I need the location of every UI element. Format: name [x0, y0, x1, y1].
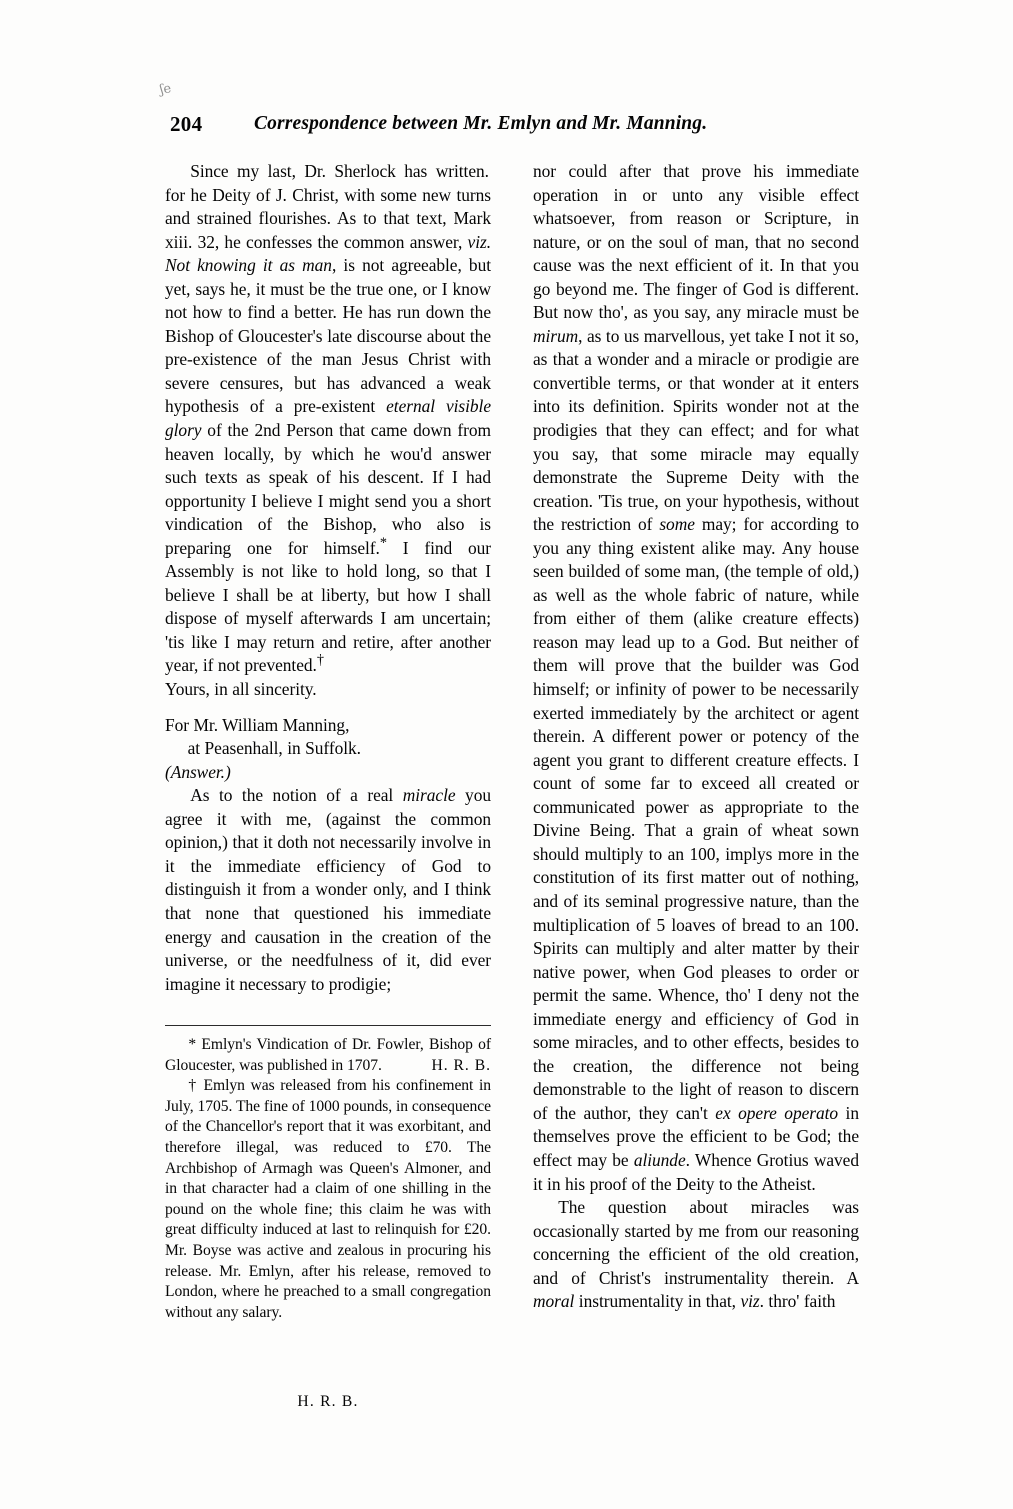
phrase-eternal-visible-glory: eternal visible glory — [165, 396, 491, 441]
footnote-divider-rule — [165, 1025, 491, 1026]
right-text-part-5: . Whence Grotius waved it in his proof of the Deity to the Atheist. — [533, 1149, 859, 1194]
right2-text-part-1: The question about miracles was occasionally started by me from our reasoning concerning the efficient of the old creation, and of Christ's instrumentality therein. A — [533, 1197, 859, 1288]
address-line-2: at Peasenhall, in Suffolk. — [187, 738, 361, 759]
latin-ex-opere-operato: ex opere operato — [715, 1102, 839, 1123]
latin-viz-2: viz — [740, 1291, 760, 1312]
page-title: Correspondence between Mr. Emlyn and Mr. Manning. — [254, 113, 708, 134]
right-text-part-4: in themselves prove the efficient to be God; the effect may be — [533, 1102, 859, 1170]
spacer — [165, 702, 491, 714]
answer-text-part-2: you agree it with me, (against the common opinion,) that it doth not necessarily involve in it the immediate efficiency of God to distinguish it from a wonder only, and I think that none that questioned his immediate energy and causation in the creation of the universe, or the needfulness of it, did ever imagine it necessary to prodigie; — [165, 785, 491, 994]
footnote-1-text: * Emlyn's Vindication of Dr. Fowler, Bishop of Gloucester, was published in 1707. — [165, 1036, 491, 1074]
address-line-1: For Mr. William Manning, — [165, 714, 350, 735]
right-column — [533, 160, 859, 1314]
letter-text-part-1: Since my last, Dr. Sherlock has written. for he Deity of J. Christ, with some new turns and strained flourishes. As to that text, Mark xiii. 32, he confesses the common answer, — [165, 161, 491, 252]
answer-text-part-1: As to the notion of a real — [190, 785, 403, 806]
right-text-part-1: nor could after that prove his immediate operation in or unto any visible effect whatsoever, from reason or Scripture, in nature, or on the soul of man, that no second cause was the next efficient of it. In that you go beyond me. The finger of God is different. But now tho', as you say, any miracle must be — [533, 161, 859, 323]
page-number: 204 — [170, 112, 203, 136]
answer-heading: (Answer.) — [165, 761, 231, 782]
letter-body-paragraph — [165, 160, 491, 678]
right2-text-part-3: . thro' faith — [759, 1291, 836, 1312]
footnote-1 — [165, 1035, 491, 1076]
right2-text-part-2: instrumentality in that, — [574, 1291, 741, 1312]
running-head — [150, 81, 880, 146]
answer-body-paragraph — [165, 784, 491, 996]
right-paragraph-2 — [533, 1196, 859, 1314]
word-miracle-italic: miracle — [402, 785, 456, 806]
letter-closing: Yours, in all sincerity. — [165, 679, 317, 700]
footnote-2-signature: H. R. B. — [297, 1393, 359, 1410]
footnote-2 — [165, 1076, 491, 1323]
latin-mirum: mirum — [533, 325, 579, 346]
word-moral-italic: moral — [533, 1291, 575, 1312]
letter-text-part-4: I find our Assembly is not like to hold long, so that I believe I shall be at liberty, but how I shall dispose of myself afterwards I am uncertain; 'tis like I may return and retire, after another year, if not prevented. — [165, 537, 491, 676]
margin-scribble-mark: ʃе — [159, 81, 173, 98]
left-column — [165, 160, 491, 996]
letter-text-part-2: , is not agreeable, but yet, says he, it must be the true one, or I know not how to find a better. He has run down the Bishop of Gloucester's late discourse about the pre-existence of the man Jesus Christ with severe censures, but has advanced a weak hypothesis of a pre-existent — [165, 255, 492, 417]
footnote-marker-asterisk[interactable]: * — [379, 534, 387, 551]
word-some-italic: some — [659, 514, 695, 535]
footnote-1-signature: H. R. B. — [431, 1056, 491, 1074]
latin-viz-1: viz. Not knowing it as man — [165, 231, 491, 276]
right-paragraph-1 — [533, 160, 859, 1196]
letter-address — [165, 714, 491, 761]
footnote-marker-dagger[interactable]: † — [316, 652, 324, 669]
footnote-block — [165, 1025, 491, 1323]
latin-aliunde: aliunde — [633, 1149, 686, 1170]
right-text-part-3: may; for according to you any thing existent alike may. Any house seen builded of some man, (the temple of old,) as well as the whole fabric of nature, while from either of them (alike creature effects) reason may lead up to a God. But neither of them will prove that the builder was God himself; or infinity of power to be necessarily exerted immediately by the architect or agent therein. A different power or potency of the agent you grant to different creature effects. I count of some far to exceed all created or communicated power as appropriate to the Divine Being. That a grain of wheat sown should multiply to an 100, implys more in the constitution of its first matter out of nothing, and of its seminal progressive nature, than the multiplication of 5 loaves of bread to an 100. Spirits can multiply and alter matter by their native power, when God pleases to order or permit the same. Whence, tho' I deny not the immediate energy and efficiency of God in some miracles, and to other effects, besides to the creation, the difference not being demonstrable to the light of reason to discern of the author, they can't — [533, 514, 859, 1123]
right-text-part-2: , as to us marvellous, yet take I not it so, as that a wonder and a miracle or prodigie are convertible terms, or that wonder at it enters into its definition. Spirits wonder not at the prodigies that they can effect; and for what you say, that some miracle may equally demonstrate the Supreme Deity with the creation. 'Tis true, on your hypothesis, without the restriction of — [533, 325, 859, 535]
letter-text-part-3: of the 2nd Person that came down from heaven locally, by which he wou'd answer such texts as speak of his descent. If I had opportunity I believe I might send you a short vindication of the Bishop, who also is preparing one for himself. — [165, 420, 491, 558]
footnote-2-text-a: † Emlyn was released from his confinement in July, 1705. The fine of 1000 pounds, in consequence of the Chancellor's report that it was exorbitant, and therefore illegal, was reduced to £70. The Archbishop of Armagh was Queen's Almoner, and in that character had a claim of one shilling in the pound on the whole fine; this claim he was with great difficulty induced at last to relinquish for £20. Mr. Boyse was active and zealous in procuring his release. Mr. Emlyn, after his release, removed to London, where he preached to a small congregation without any salary. — [165, 1077, 491, 1321]
